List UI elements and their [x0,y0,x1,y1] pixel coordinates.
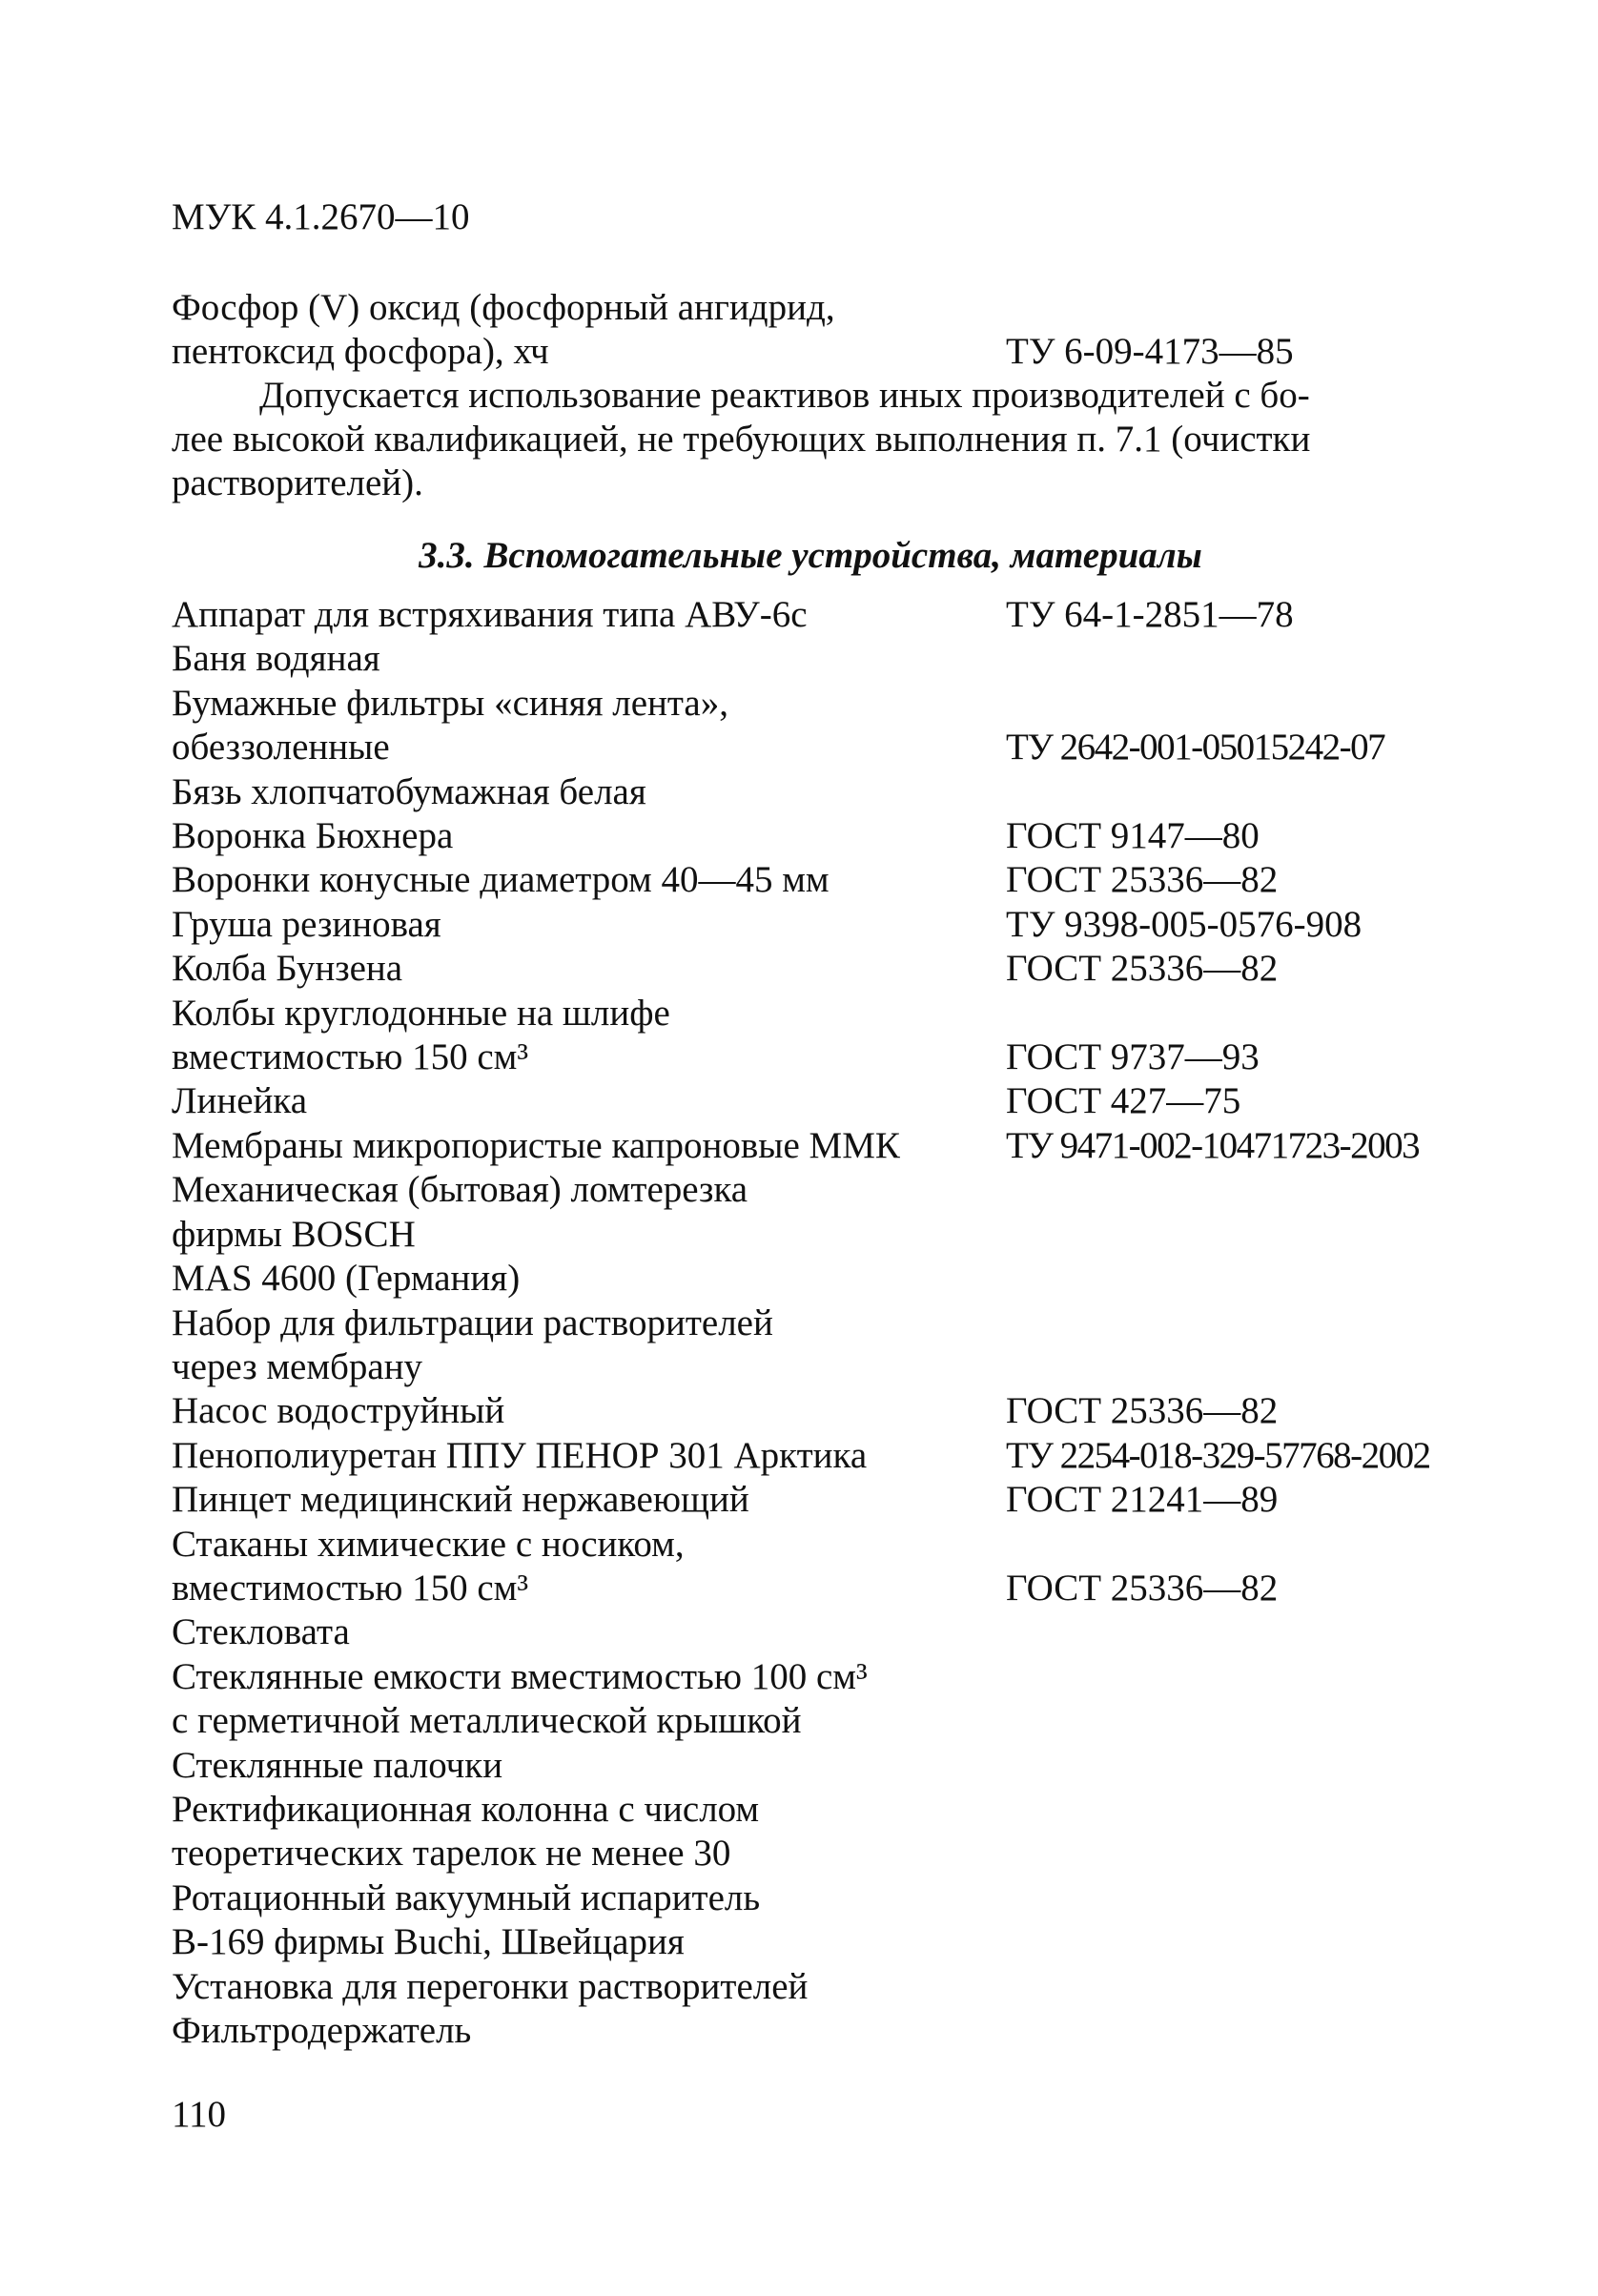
equipment-name: Ротационный вакуумный испаритель [172,1876,761,1918]
equipment-name: Пенополиуретан ППУ ПЕНОР 301 Арктика [172,1434,868,1476]
equipment-name: Аппарат для встряхивания типа АВУ-6с [172,594,808,635]
reagent-block [172,286,1449,505]
note-paragraph [172,374,1449,505]
equipment-row [172,1124,1449,1168]
equipment-name: теоретических тарелок не менее 30 [172,1833,731,1875]
equipment-name: вместимостью 150 см³ [172,1036,529,1078]
equipment-name: Набор для фильтрации растворителей [172,1302,773,1343]
equipment-standard: ГОСТ 21241—89 [1006,1479,1279,1521]
equipment-name: через мембрану [172,1345,423,1387]
equipment-row [172,637,1449,681]
note-line: растворителей). [172,462,423,503]
equipment-standard: ГОСТ 25336—82 [1006,1567,1279,1609]
equipment-name: Колба Бунзена [172,948,403,990]
equipment-row [172,1478,1449,1522]
equipment-row [172,992,1449,1035]
equipment-name: Бязь хлопчатобумажная белая [172,770,646,812]
equipment-name: Груша резиновая [172,903,441,945]
equipment-row [172,1257,1449,1301]
equipment-name: Баня водяная [172,638,380,680]
equipment-name: Насос водоструйный [172,1390,505,1432]
equipment-row [172,682,1449,726]
equipment-row [172,1832,1449,1876]
equipment-name: фирмы BOSCH [172,1213,416,1255]
reagent-standard: ТУ 6-09-4173—85 [1006,331,1294,372]
equipment-row [172,1920,1449,1964]
equipment-standard: ТУ 64-1-2851—78 [1006,594,1294,635]
equipment-row [172,1523,1449,1567]
reagent-row [172,330,1449,374]
equipment-standard: ГОСТ 25336—82 [1006,859,1279,901]
equipment-row [172,858,1449,902]
equipment-standard: ГОСТ 427—75 [1006,1080,1241,1122]
equipment-name: вместимостью 150 см³ [172,1567,529,1609]
equipment-standard: ТУ 2642-001-05015242-07 [1006,727,1385,769]
equipment-name: Ректификационная колонна с числом [172,1788,760,1830]
equipment-row [172,1434,1449,1478]
equipment-name: Стаканы химические с носиком, [172,1523,685,1565]
equipment-row [172,1876,1449,1920]
equipment-name: Фильтродержатель [172,2010,472,2051]
equipment-row [172,1302,1449,1345]
equipment-row [172,1567,1449,1610]
equipment-name: с герметичной металлической крышкой [172,1700,802,1742]
note-line: Допускается использование реактивов иных производителей с бо- [259,375,1310,416]
equipment-name: Установка для перегонки растворителей [172,1965,809,2007]
reagent-row [172,286,1449,330]
equipment-row [172,1345,1449,1389]
equipment-row [172,903,1449,947]
equipment-row [172,726,1449,769]
equipment-name: Стеклянные емкости вместимостью 100 см³ [172,1655,868,1697]
equipment-row [172,1699,1449,1743]
document-code: МУК 4.1.2670—10 [172,196,470,237]
section-title: 3.3. Вспомогательные устройства, материалы [419,535,1202,576]
equipment-row [172,947,1449,991]
equipment-standard: ТУ 9398-005-0576-908 [1006,903,1362,945]
equipment-name: Колбы круглодонные на шлифе [172,992,670,1034]
equipment-standard: ГОСТ 25336—82 [1006,948,1279,990]
equipment-row [172,1213,1449,1257]
equipment-list [172,593,1449,2053]
equipment-name: обеззоленные [172,727,390,769]
equipment-name: В-169 фирмы Buchi, Швейцария [172,1921,685,1963]
reagent-name-line1: Фосфор (V) оксид (фосфорный ангидрид, [172,287,835,328]
equipment-standard: ГОСТ 9737—93 [1006,1036,1260,1078]
equipment-name: Механическая (бытовая) ломтерезка [172,1169,748,1211]
equipment-standard: ТУ 2254-018-329-57768-2002 [1006,1434,1430,1476]
equipment-name: Бумажные фильтры «синяя лента», [172,682,728,724]
equipment-name: MAS 4600 (Германия) [172,1258,521,1300]
equipment-standard: ТУ 9471-002-10471723-2003 [1006,1124,1420,1166]
note-line: лее высокой квалификацией, не требующих выполнения п. 7.1 (очистки [172,419,1311,460]
equipment-row [172,1965,1449,2009]
equipment-row [172,1610,1449,1654]
equipment-standard: ГОСТ 25336—82 [1006,1390,1279,1432]
equipment-standard: ГОСТ 9147—80 [1006,815,1260,857]
reagent-name-line2: пентоксид фосфора), хч [172,331,549,372]
equipment-row [172,1389,1449,1433]
equipment-name: Стеклянные палочки [172,1744,503,1786]
equipment-row [172,2009,1449,2053]
equipment-row [172,770,1449,814]
equipment-name: Воронки конусные диаметром 40—45 мм [172,859,830,901]
equipment-row [172,814,1449,858]
page-number: 110 [172,2094,227,2135]
equipment-row [172,1079,1449,1123]
equipment-row [172,1655,1449,1699]
equipment-name: Линейка [172,1080,308,1122]
equipment-row [172,593,1449,637]
equipment-name: Воронка Бюхнера [172,815,454,857]
equipment-row [172,1744,1449,1788]
equipment-row [172,1035,1449,1079]
equipment-row [172,1788,1449,1832]
equipment-name: Пинцет медицинский нержавеющий [172,1479,749,1521]
equipment-name: Мембраны микропористые капроновые ММК [172,1124,900,1166]
equipment-row [172,1168,1449,1212]
equipment-name: Стекловата [172,1611,350,1653]
